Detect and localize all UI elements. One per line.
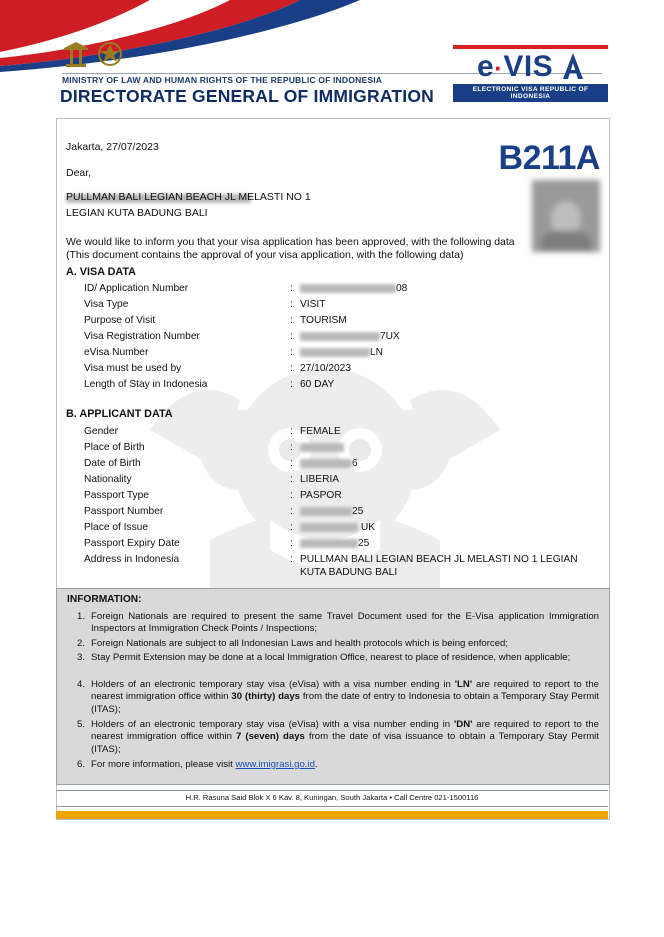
row-nationality [84,474,584,487]
label: Passport Type [84,490,149,501]
row-id-application-number [84,283,584,296]
information-item-2 [69,638,599,650]
evisa-logo-wordmark [453,52,608,83]
item-text: Foreign Nationals are subject to all Indonesian Laws and health protocols which is being enforced; [91,638,509,649]
value: PASPOR [300,490,342,501]
evisa-logo-e: e [476,50,495,83]
value: 25 [300,538,369,549]
colon: : [290,347,293,358]
colon: : [290,363,293,374]
item-text: Holders of an electronic temporary stay visa (eVisa) with a visa number ending in 'LN' are required to report to the nearest immigration office within 30 (thirty) days from the date of entry to Indonesia to obtain a Temporary Stay Permit (ITAS); [91,679,599,715]
row-place-of-birth [84,442,584,455]
evisa-logo-dot: · [494,53,504,84]
colon: : [290,522,293,533]
value: PULLMAN BALI LEGIAN BEACH JL MELASTI NO 1 LEGIAN [300,554,578,565]
value: UK [300,522,375,533]
national-crest-icon [62,40,142,72]
colon: : [290,331,293,342]
label: ID/ Application Number [84,283,189,294]
label: Visa must be used by [84,363,182,374]
evisa-logo-visa: VIS [503,50,554,83]
information-item-6 [69,759,599,771]
evisa-logo-stripe [453,45,608,49]
item-number: 4. [76,679,85,690]
value: 7UX [300,331,400,342]
colon: : [290,458,293,469]
section-title-visa-data: A. VISA DATA [66,266,136,278]
information-item-5 [69,719,599,756]
footer-divider-top [56,790,608,791]
colon: : [290,490,293,501]
colon: : [290,554,293,565]
intro-line-2: (This document contains the approval of your visa application, with the following data) [66,249,464,261]
label: Passport Expiry Date [84,538,180,549]
item-number: 1. [76,611,85,622]
evisa-logo [453,52,608,100]
label: Nationality [84,474,132,485]
colon: : [290,442,293,453]
label: Visa Type [84,299,129,310]
value [300,442,344,453]
colon: : [290,506,293,517]
label: Passport Number [84,506,164,517]
row-address-in-indonesia [84,554,584,582]
information-item-1 [69,611,599,636]
colon: : [290,315,293,326]
value: FEMALE [300,426,341,437]
label: Purpose of Visit [84,315,156,326]
row-passport-expiry-date [84,538,584,551]
value: LN [300,347,383,358]
row-visa-type [84,299,584,312]
information-item-4 [69,679,599,716]
colon: : [290,426,293,437]
intro-line-1: We would like to inform you that your visa application has been approved, with the following data [66,236,515,248]
information-item-3 [69,652,599,664]
item-number: 6. [76,759,85,770]
item-text: Foreign Nationals are required to present the same Travel Document used for the E-Visa application Immigration Inspectors at Immigration Check Points / Inspections; [91,611,599,635]
row-visa-registration-number [84,331,584,344]
recipient-address-line1: PULLMAN BALI LEGIAN BEACH JL MELASTI NO 1 [66,191,311,203]
row-evisa-number [84,347,584,360]
recipient-address-line2: LEGIAN KUTA BADUNG BALI [66,207,208,219]
row-passport-type [84,490,584,503]
item-number: 3. [76,652,85,663]
footer-divider-bottom [56,806,608,807]
item-text: Holders of an electronic temporary stay visa (eVisa) with a visa number ending in 'DN' are required to report to the nearest immigration office within 7 (seven) days from the date of visa issuance to obtain a Temporary Stay Permit (ITAS); [91,719,599,755]
value-line2: KUTA BADUNG BALI [300,567,398,578]
label: Gender [84,426,118,437]
document-header [0,0,664,110]
item-number: 2. [76,638,85,649]
value: 6 [300,458,358,469]
value: LIBERIA [300,474,340,485]
row-passport-number [84,506,584,519]
value: 27/10/2023 [300,363,351,374]
row-visa-must-be-used-by [84,363,584,376]
label: Visa Registration Number [84,331,200,342]
letter-date: Jakarta, 27/07/2023 [66,141,159,153]
colon: : [290,283,293,294]
letter-salutation: Dear, [66,167,92,179]
value: 60 DAY [300,379,335,390]
directorate-title: DIRECTORATE GENERAL OF IMMIGRATION [60,86,434,106]
label: Place of Issue [84,522,148,533]
visa-code-label: B211A [498,139,600,177]
colon: : [290,379,293,390]
colon: : [290,474,293,485]
imigrasi-website-link[interactable]: www.imigrasi.go.id [235,759,315,770]
item-number: 5. [76,719,85,730]
row-date-of-birth [84,458,584,471]
row-gender [84,426,584,439]
item-text: For more information, please visit www.imigrasi.go.id. [91,759,318,770]
information-title: INFORMATION: [67,594,142,605]
label: Place of Birth [84,442,145,453]
applicant-photo [532,180,600,252]
ministry-line: MINISTRY OF LAW AND HUMAN RIGHTS OF THE REPUBLIC OF INDONESIA [62,75,383,85]
label: eVisa Number [84,347,149,358]
value: VISIT [300,299,326,310]
colon: : [290,299,293,310]
colon: : [290,538,293,549]
row-place-of-issue [84,522,584,535]
section-title-applicant-data: B. APPLICANT DATA [66,408,173,420]
information-box [56,588,610,785]
value: 25 [300,506,363,517]
evisa-logo-a-glyph [553,50,584,83]
footer-address: H.R. Rasuna Said Blok X 6 Kav. 8, Kuningan, South Jakarta • Call Centre 021-1500116 [185,793,479,802]
label: Address in Indonesia [84,554,180,565]
value: 08 [300,283,407,294]
row-purpose-of-visit [84,315,584,328]
label: Length of Stay in Indonesia [84,379,208,390]
label: Date of Birth [84,458,141,469]
item-text: Stay Permit Extension may be done at a local Immigration Office, nearest to place of residence, when applicable; [91,652,571,663]
footer-accent-bar [56,811,608,819]
value: TOURISM [300,315,347,326]
row-length-of-stay [84,379,584,392]
evisa-logo-caption: ELECTRONIC VISA REPUBLIC OF INDONESIA [453,84,608,102]
